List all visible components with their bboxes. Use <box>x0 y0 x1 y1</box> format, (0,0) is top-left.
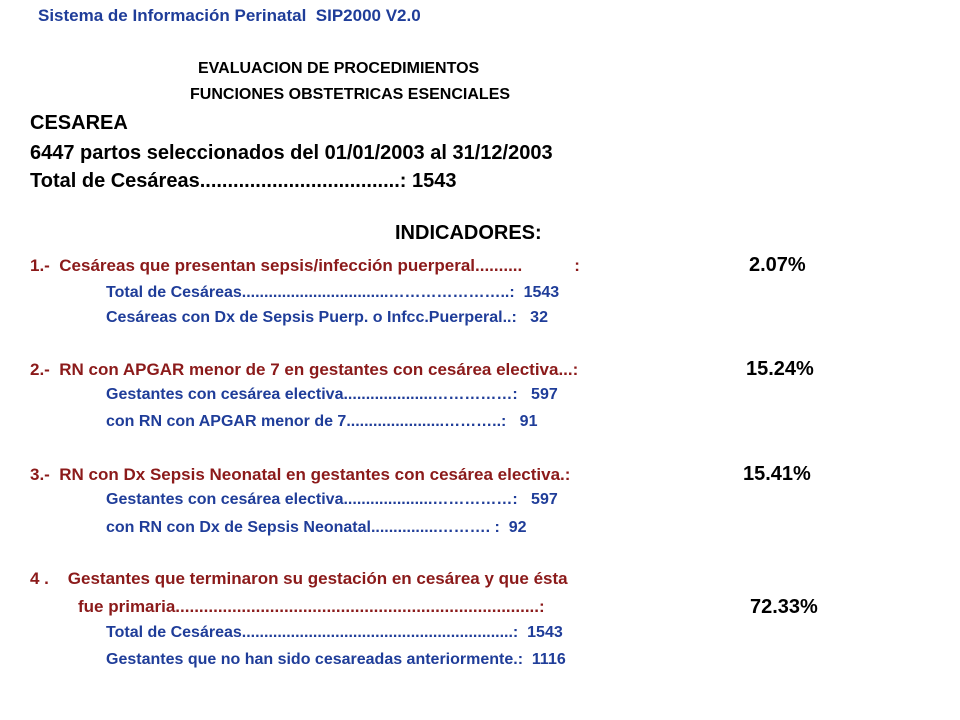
indicator-1-sub-2: Cesáreas con Dx de Sepsis Puerp. o Infcc.Puerperal..: 32 <box>106 309 548 326</box>
indicator-4-value: 72.33% <box>750 596 818 618</box>
indicator-1-label: 1.- Cesáreas que presentan sepsis/infección puerperal.......... : <box>30 256 580 275</box>
report-subtitle: FUNCIONES OBSTETRICAS ESENCIALES <box>190 86 511 103</box>
indicator-1-value: 2.07% <box>749 254 806 276</box>
procedure-name: CESAREA <box>30 112 128 134</box>
indicator-3-label: 3.- RN con Dx Sepsis Neonatal en gestantes con cesárea electiva.: <box>30 465 571 484</box>
indicator-3-sub-2: con RN con Dx de Sepsis Neonatal...............………. : 92 <box>106 519 527 536</box>
total-cesareas: Total de Cesáreas....................................: 1543 <box>30 170 457 192</box>
indicator-1-sub-1: Total de Cesáreas.................................…………………..: 1543 <box>106 284 560 301</box>
indicator-4-label-2: fue primaria.............................................................................: <box>78 597 545 616</box>
indicator-4-sub-2: Gestantes que no han sido cesareadas anteriormente.: 1116 <box>106 651 566 668</box>
indicator-2-label: 2.- RN con APGAR menor de 7 en gestantes con cesárea electiva...: <box>30 360 579 379</box>
indicator-3-sub-1: Gestantes con cesárea electiva....................……………: 597 <box>106 491 558 508</box>
app-title: Sistema de Información Perinatal SIP2000 V2.0 <box>38 6 421 25</box>
selection-range: 6447 partos seleccionados del 01/01/2003 al 31/12/2003 <box>30 142 553 164</box>
indicator-2-sub-2: con RN con APGAR menor de 7......................………..: 91 <box>106 413 538 430</box>
indicator-4-label: 4 . Gestantes que terminaron su gestación en cesárea y que ésta <box>30 569 568 588</box>
indicator-2-sub-1: Gestantes con cesárea electiva....................……………: 597 <box>106 386 558 403</box>
report-title: EVALUACION DE PROCEDIMIENTOS <box>198 60 480 77</box>
indicator-4-sub-1: Total de Cesáreas.............................................................: 1543 <box>106 624 563 641</box>
indicator-2-value: 15.24% <box>746 358 814 380</box>
indicator-3-value: 15.41% <box>743 463 811 485</box>
indicators-heading: INDICADORES: <box>395 222 542 244</box>
